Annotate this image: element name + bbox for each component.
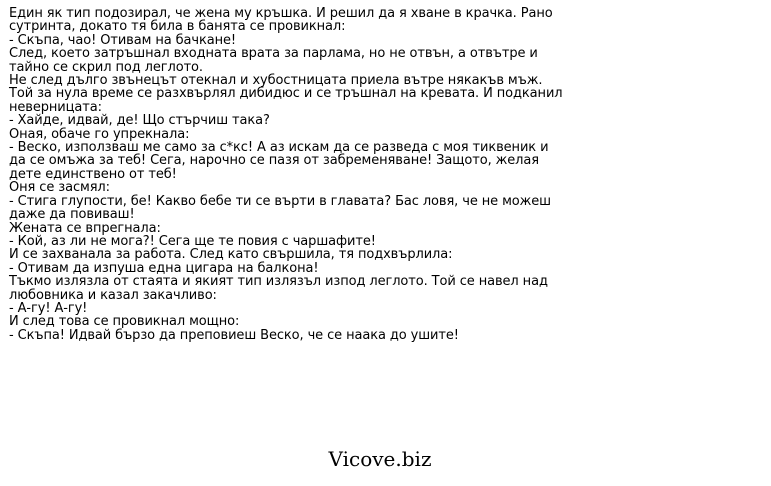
- joke-line: - Скъпа! Идвай бързо да преповиеш Веско, че се наака до ушите!: [9, 327, 459, 343]
- joke-line: След, което затръшнал входната врата за парлама, но не отвън, а отвътре и тайно се скрил под леглото.: [9, 46, 538, 75]
- site-watermark: Vicove.biz: [328, 447, 432, 471]
- joke-line: Оня се засмял:: [9, 180, 110, 196]
- joke-line: Тъкмо излязла от стаята и якият тип излязъл изпод леглото. Той се навел над любовника и казал закачливо:: [9, 274, 548, 303]
- joke-line: Оная, обаче го упрекнала:: [9, 126, 190, 142]
- joke-line: - Хайде, идвай, де! Що стърчиш така?: [9, 113, 270, 129]
- joke-line: - Веско, използваш ме само за с*кс! А аз искам да се разведа с моя тиквеник и да се омъжа за теб! Сега, нарочно се пазя от забременяване! Защото, желая дете единствено от теб!: [9, 140, 549, 182]
- joke-text: [9, 7, 565, 342]
- joke-line: И се захванала за работа. След като свършила, тя подхвърлила:: [9, 247, 453, 263]
- joke-line: Не след дълго звънецът отекнал и хубостницата приела вътре някакъв мъж. Той за нула време се разхвърлял дибидюс и се тръшнал на кревата. И подканил неверницата:: [9, 73, 563, 115]
- joke-line: - А-гу! А-гу!: [9, 300, 88, 316]
- joke-line: И след това се провикнал мощно:: [9, 314, 240, 330]
- joke-line: - Стига глупости, бе! Какво бебе ти се върти в главата? Бас ловя, че не можеш даже да повиваш!: [9, 193, 551, 223]
- joke-line: Жената се впрегнала:: [9, 220, 161, 236]
- joke-line: - Кой, аз ли не мога?! Сега ще те повия с чаршафите!: [9, 233, 376, 249]
- joke-line: - Отивам да изпуша една цигара на балкона!: [9, 260, 319, 276]
- joke-line: - Скъпа, чао! Отивам на бачкане!: [9, 32, 237, 48]
- joke-line: Един як тип подозирал, че жена му кръшка. И решил да я хване в крачка. Рано сутринта, докато тя била в банята се провикнал:: [9, 6, 553, 35]
